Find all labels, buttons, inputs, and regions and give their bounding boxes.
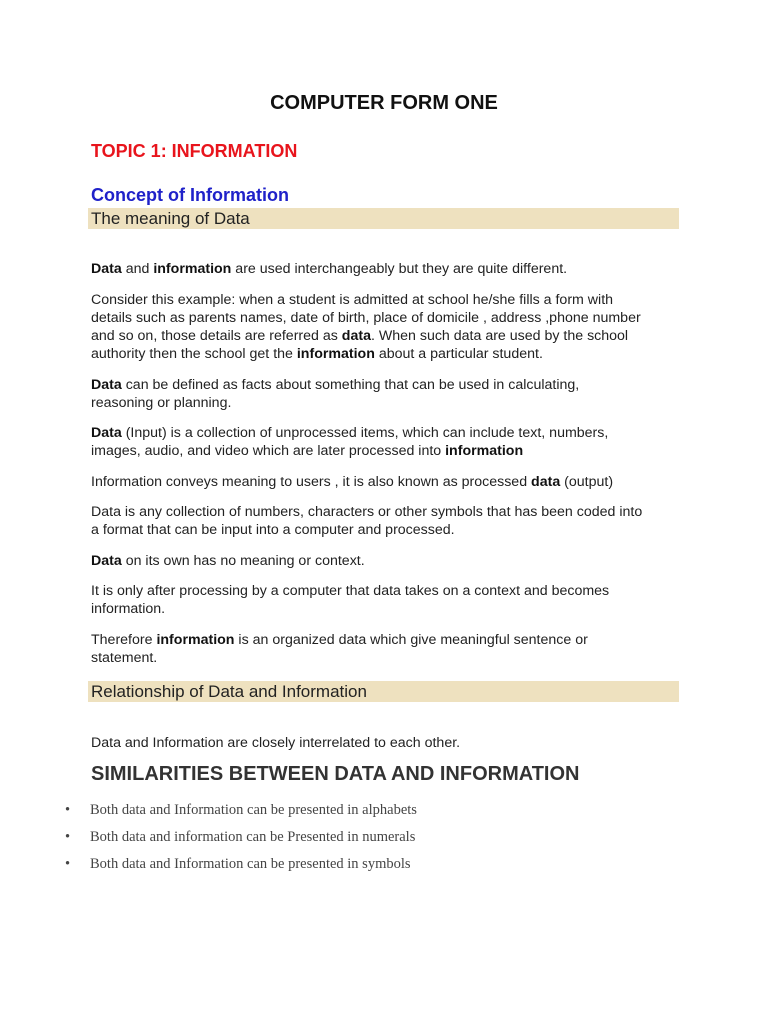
similarities-heading: SIMILARITIES BETWEEN DATA AND INFORMATION bbox=[91, 763, 580, 785]
section-band-relationship bbox=[88, 681, 679, 702]
text-line: Data is any collection of numbers, characters or other symbols that has been coded into bbox=[91, 504, 643, 520]
paragraph-8 bbox=[91, 582, 691, 618]
paragraph-3 bbox=[91, 376, 691, 412]
text-line bbox=[91, 424, 691, 442]
text: and so on, those details are referred as bbox=[91, 328, 342, 344]
text: can be defined as facts about something that can be used in calculating, bbox=[121, 377, 580, 393]
bullet-icon: • bbox=[65, 829, 71, 845]
text-line: Consider this example: when a student is admitted at school he/she fills a form with bbox=[91, 292, 614, 308]
paragraph-6 bbox=[91, 503, 691, 539]
paragraph-7 bbox=[91, 552, 691, 570]
topic-heading: TOPIC 1: INFORMATION bbox=[91, 141, 298, 161]
section-band-meaning-of-data bbox=[88, 208, 679, 229]
text-line: information. bbox=[91, 601, 166, 617]
text-line bbox=[91, 376, 691, 394]
text-line: reasoning or planning. bbox=[91, 395, 232, 411]
text: and bbox=[121, 261, 154, 277]
text: Therefore bbox=[91, 632, 157, 648]
list-item-text: Both data and information can be Presented in numerals bbox=[90, 829, 416, 845]
paragraph-2 bbox=[91, 291, 691, 363]
bold-term: information bbox=[296, 346, 375, 362]
text-line bbox=[91, 442, 691, 460]
text-line: It is only after processing by a computer that data takes on a context and becomes bbox=[91, 583, 610, 599]
document-title: COMPUTER FORM ONE bbox=[270, 92, 498, 114]
text: (output) bbox=[560, 474, 614, 490]
text: Information conveys meaning to users , it is also known as processed bbox=[91, 474, 532, 490]
bold-term: information bbox=[445, 443, 524, 459]
bullet-icon: • bbox=[65, 856, 71, 872]
paragraph-10: Data and Information are closely interrelated to each other. bbox=[91, 735, 461, 751]
section-heading: Relationship of Data and Information bbox=[91, 682, 367, 701]
text-line bbox=[91, 327, 691, 345]
text: is an organized data which give meaningful sentence or bbox=[234, 632, 588, 648]
list-item-text: Both data and Information can be presented in symbols bbox=[90, 856, 411, 872]
text: images, audio, and video which are later processed into bbox=[91, 443, 446, 459]
bullet-icon: • bbox=[65, 802, 71, 818]
list-item-text: Both data and Information can be presented in alphabets bbox=[90, 802, 417, 818]
bold-term: Data bbox=[91, 425, 122, 441]
text: (Input) is a collection of unprocessed items, which can include text, numbers, bbox=[121, 425, 609, 441]
text: authority then the school get the bbox=[91, 346, 297, 362]
text: about a particular student. bbox=[374, 346, 543, 362]
concept-heading: Concept of Information bbox=[91, 185, 289, 205]
text-line: details such as parents names, date of birth, place of domicile , address ,phone number bbox=[91, 310, 641, 326]
paragraph-5 bbox=[91, 473, 691, 491]
bold-term: Data bbox=[91, 377, 122, 393]
text-line: statement. bbox=[91, 650, 158, 666]
text: are used interchangeably but they are quite different. bbox=[231, 261, 568, 277]
text: . When such data are used by the school bbox=[370, 328, 629, 344]
text-line: a format that can be input into a computer and processed. bbox=[91, 522, 455, 538]
bold-term: information bbox=[153, 261, 232, 277]
bold-term: data bbox=[531, 474, 561, 490]
section-heading: The meaning of Data bbox=[91, 209, 250, 228]
bold-term: Data bbox=[91, 553, 122, 569]
text-line bbox=[91, 631, 691, 649]
text: on its own has no meaning or context. bbox=[121, 553, 365, 569]
bold-term: data bbox=[341, 328, 371, 344]
paragraph-4 bbox=[91, 424, 691, 460]
text-line bbox=[91, 345, 691, 363]
paragraph-9 bbox=[91, 631, 691, 667]
paragraph-1 bbox=[91, 260, 691, 278]
bold-term: Data bbox=[91, 261, 122, 277]
bold-term: information bbox=[156, 632, 235, 648]
